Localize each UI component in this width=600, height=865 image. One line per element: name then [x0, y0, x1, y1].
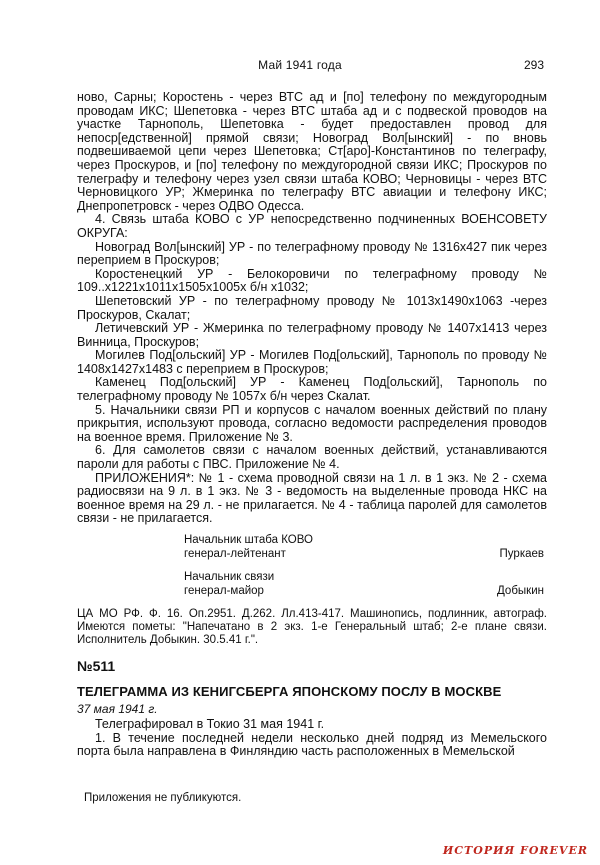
signature-rank: генерал-майор — [184, 585, 264, 597]
signature-title: Начальник связи — [184, 571, 275, 583]
running-title: Май 1941 года — [258, 58, 342, 72]
paragraph: Летичевский УР - Жмеринка по телеграфному проводу № 1407х1413 через Винница, Проскуров; — [77, 321, 547, 349]
signature-name: Добыкин — [497, 585, 544, 597]
signature-block — [184, 570, 544, 598]
paragraph: ПРИЛОЖЕНИЯ*: № 1 - схема проводной связи на 1 л. в 1 экз. № 2 - схема радиосвязи на 9 л. в 1 экз. № 3 - ведомость на выделенные провода НКС на военное время на 29 л. - не прилагается. № 4 - таблица паролей для самолетов связи - не прилагается. — [77, 470, 547, 526]
document-title: ТЕЛЕГРАММА ИЗ КЕНИГСБЕРГА ЯПОНСКОМУ ПОСЛУ В МОСКВЕ — [77, 684, 502, 699]
paragraph: Каменец Под[ольский] УР - Каменец Под[ольский], Тарнополь по телеграфному проводу № 1057х б/н через Скалат. — [77, 375, 547, 404]
paragraph: 5. Начальники связи РП и корпусов с началом военных действий по плану прикрытия, используют провода, согласно ведомости распределения проводов на военное время. Приложение № 3. — [77, 402, 547, 444]
paragraph: Новоград Вол[ынский] УР - по телеграфному проводу № 1316х427 пик через переприем в Проскуров; — [77, 239, 547, 268]
page-number: 293 — [523, 58, 544, 72]
signature-rank: генерал-лейтенант — [184, 548, 286, 560]
paragraph: Телеграфировал в Токио 31 мая 1941 г. — [95, 717, 325, 731]
signature-block — [184, 533, 544, 561]
paragraph: 1. В течение последней недели несколько дней подряд из Мемельского порта была направлена в Финляндию часть расположенных в Мемельской — [77, 730, 547, 759]
document-number: №511 — [77, 658, 116, 674]
document-date: 37 мая 1941 г. — [77, 702, 158, 716]
signature-name: Пуркаев — [499, 548, 544, 560]
paragraph: 6. Для самолетов связи с началом военных действий, устанавливаются пароли для работы с ПВС. Приложение № 4. — [77, 443, 547, 472]
footnote: Приложения не публикуются. — [84, 792, 242, 804]
paragraph: Шепетовский УР - по телеграфному проводу № 1013х1490х1063 -через Проскуров, Скалат; — [77, 293, 547, 322]
paragraph: 4. Связь штаба КОВО с УР непосредственно подчиненных ВОЕНСОВЕТУ ОКРУГА: — [77, 212, 547, 240]
document-text — [77, 718, 547, 759]
archive-source-note: ЦА МО РФ. Ф. 16. Оп.2951. Д.262. Лл.413-417. Машинопись, подлинник, автограф. Имеются пометы: "Напечатано в 2 экз. 1-е Генеральный штаб; 2-е плане связи. Исполнитель Добыкин. 30.5.41 г.". — [77, 608, 547, 646]
watermark: ИСТОРИЯ FOREVER — [442, 844, 588, 857]
main-text — [77, 91, 547, 526]
paragraph: ново, Сарны; Коростень - через ВТС ад и [по] телефону по междугородным проводам ИКС; Шепетовка - через ВТС штаба ад и с подвеской проводов на участке Тарнополь, Шепетовка - будет предоставлен провод для непоср[едственной] прямой связи; Новоград Вол[ынский] - по вновь подвешиваемой цепи через Шепетовка; Ст[аро]-Константинов по телеграфу, через Проскуров, и [по] телефону по междугородной связи ИКС; Проскуров по телеграфу и телефону через узел связи штаба КОВО; Черновицы - через ВТС Черновицкого УР; Жмеринка по телеграфу ВТС авиации и телефону ИКС; Днепропетровск - через ОДВО Одесса. — [77, 90, 547, 213]
paragraph: Коростенецкий УР - Белокоровичи по телеграфному проводу № 109..х1221х1011х1505х1005х б/н х1032; — [77, 266, 547, 295]
paragraph: Могилев Под[ольский] УР - Могилев Под[ольский], Тарнополь по проводу № 1408х1427х1483 с переприем в Проскуров; — [77, 348, 547, 376]
signature-title: Начальник штаба КОВО — [184, 534, 313, 546]
